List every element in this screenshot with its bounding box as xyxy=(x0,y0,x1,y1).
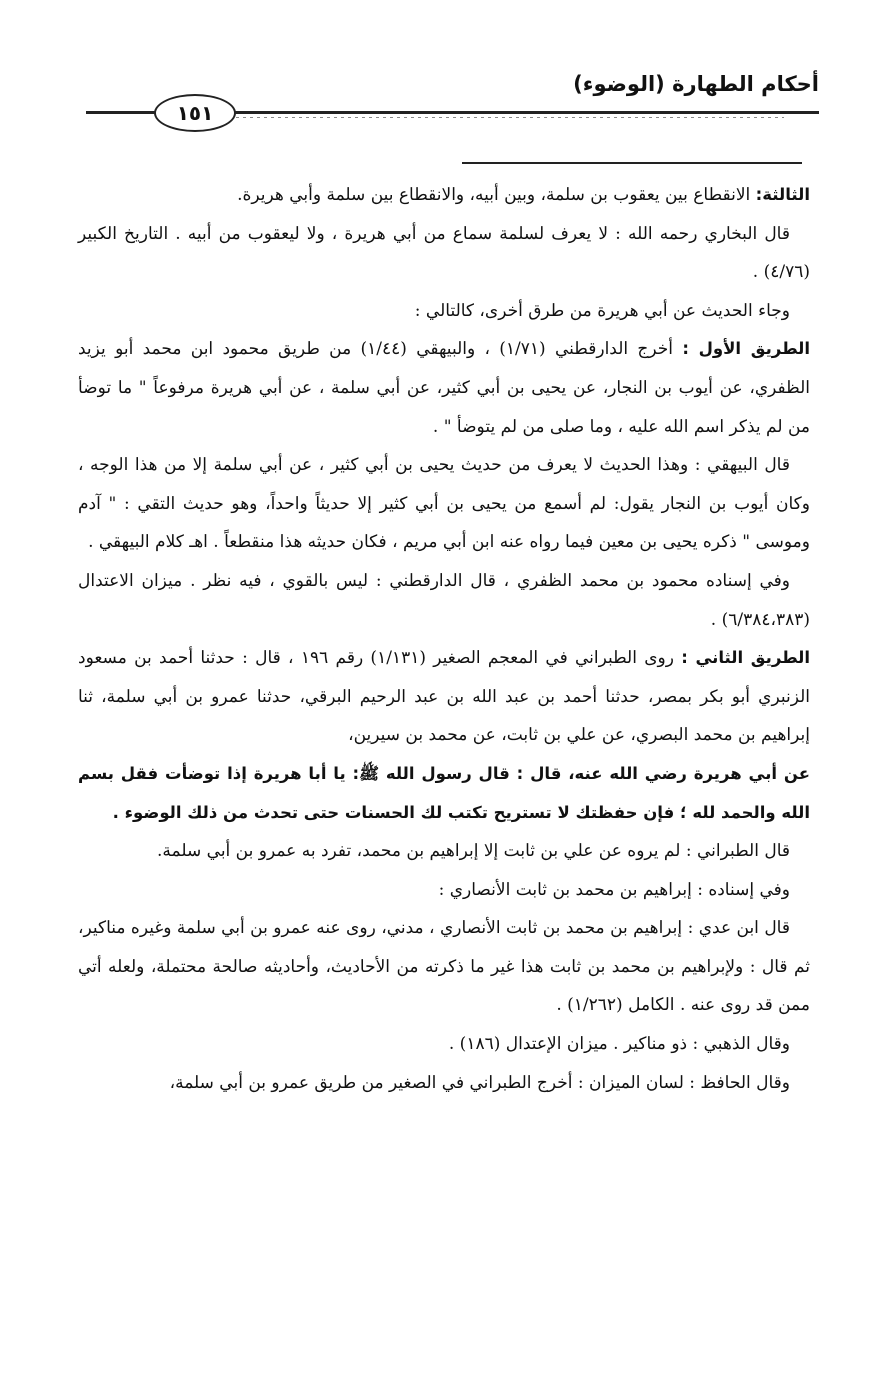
paragraph-bukhari: قال البخاري رحمه الله : لا يعرف لسلمة سماع من أبي هريرة ، ولا ليعقوب من أبيه . التاريخ الكبير (٤/٧٦) . xyxy=(78,223,810,283)
header-ornament-line xyxy=(236,117,784,118)
running-title: أحكام الطهارة (الوضوء) xyxy=(573,72,819,96)
footnote-body xyxy=(78,176,810,1102)
paragraph-ibn-adi: قال ابن عدي : إبراهيم بن محمد بن ثابت الأنصاري ، مدني، روى عنه عمرو بن أبي سلمة وغيره مناكير، ثم قال : ولإبراهيم بن محمد بن ثابت هذا غير ما ذكرته من الأحاديث، وأحاديثه صالحة محتملة، ولعله أتي ممن قد روى عنه . الكامل (١/٢٦٢) . xyxy=(78,918,810,1016)
paragraph-lead: الطريق الثاني : xyxy=(681,648,811,668)
paragraph-other-routes: وجاء الحديث عن أبي هريرة من طرق أخرى، كالتالي : xyxy=(414,300,790,321)
paragraph-first-route xyxy=(78,330,810,446)
paragraph-lead: الثالثة: xyxy=(755,185,810,204)
paragraph-second-route xyxy=(78,639,810,755)
paragraph-text: أخرج الدارقطني (١/٧١) ، والبيهقي (١/٤٤) من طريق محمود ابن محمد أبو يزيد الظفري، عن أيوب بن النجار، عن يحيى بن أبي كثير، عن أبي سلمة ، عن أبي هريرة مرفوعاً " ما توضأ من لم يذكر اسم الله عليه ، وما صلى من لم يتوضأ " . xyxy=(78,339,810,437)
paragraph-lead: الطريق الأول : xyxy=(682,339,810,359)
paragraph-third xyxy=(78,176,810,215)
paragraph-isnad-mahmud: وفي إسناده محمود بن محمد الظفري ، قال الدارقطني : ليس بالقوي ، فيه نظر . ميزان الاعتدال (٦/٣٨٤،٣٨٣) . xyxy=(78,570,810,630)
paragraph-dhahabi: وقال الذهبي : ذو مناكير . ميزان الإعتدال (١٨٦) . xyxy=(448,1034,790,1055)
paragraph-tabarani: قال الطبراني : لم يروه عن علي بن ثابت إلا إبراهيم بن محمد، تفرد به عمرو بن أبي سلمة. xyxy=(157,841,790,862)
paragraph-bayhaqi: قال البيهقي : وهذا الحديث لا يعرف من حديث يحيى بن أبي كثير ، عن أبي سلمة إلا من هذا الوجه ، وكان أيوب بن النجار يقول: لم أسمع من يحيى بن أبي كثير إلا حديثاً واحداً، وهو حديث التقي : " آدم وموسى " ذكره يحيى بن معين فيما رواه عنه ابن أبي مريم ، فكان حديثه هذا منقطعاً . اهـ كلام البيهقي . xyxy=(78,455,810,553)
paragraph-text: الانقطاع بين يعقوب بن سلمة، وبين أبيه، والانقطاع بين سلمة وأبي هريرة. xyxy=(237,185,756,205)
paragraph-isnad-ibrahim: وفي إسناده : إبراهيم بن محمد بن ثابت الأنصاري : xyxy=(438,879,790,900)
hadith-text: عن أبي هريرة رضي الله عنه، قال : قال رسول الله ﷺ: يا أبا هريرة إذا توضأت فقل بسم الله والحمد لله ؛ فإن حفظتك لا تستريح تكتب لك الحسنات حتى تحدث من ذلك الوضوء . xyxy=(78,763,810,822)
footnote-separator xyxy=(462,162,802,164)
paragraph-hafiz: وقال الحافظ : لسان الميزان : أخرج الطبراني في الصغير من طريق عمرو بن أبي سلمة، xyxy=(169,1072,790,1093)
running-header xyxy=(86,64,819,134)
page-number: ١٥١ xyxy=(154,94,236,132)
paragraph-text: روى الطبراني في المعجم الصغير (١/١٣١) رقم ١٩٦ ، قال : حدثنا أحمد بن مسعود الزنبري أبو بكر بمصر، حدثنا أحمد بن عبد الله بن عبد الرحيم البرقي، حدثنا عمرو بن أبي سلمة، ثنا إبراهيم بن محمد البصري، عن علي بن ثابت، عن محمد بن سيرين، xyxy=(78,648,810,746)
